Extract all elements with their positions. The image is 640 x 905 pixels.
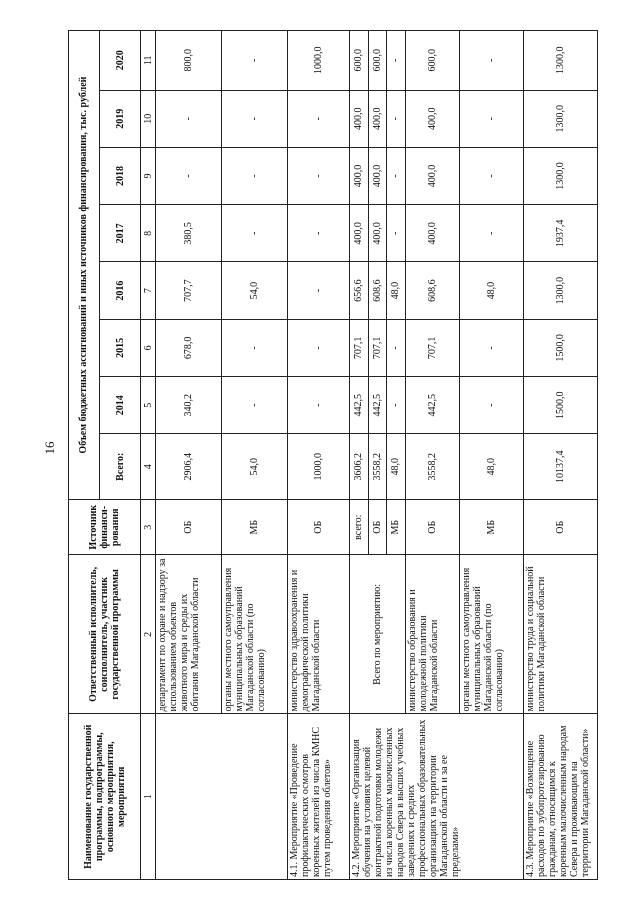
header-year: 2019 [99, 90, 140, 147]
value-cell: 1300,0 [523, 31, 597, 91]
source-cell: ОБ [368, 500, 387, 555]
col-number: 4 [141, 434, 155, 500]
source-cell: ОБ [405, 500, 459, 555]
col-number: 7 [141, 262, 155, 319]
value-cell: 48,0 [387, 262, 406, 319]
page-number: 16 [42, 441, 57, 455]
header-year: 2014 [99, 377, 140, 434]
value-cell: 54,0 [221, 434, 287, 500]
source-cell: МБ [387, 500, 406, 555]
value-cell: 10137,4 [523, 434, 597, 500]
value-cell: - [221, 319, 287, 376]
source-cell: всего: [350, 500, 369, 555]
executor-cell: органы местного самоуправления муниципальных образований Магаданской области (по согласованию) [459, 555, 523, 714]
header-source: Источник финанси-рования [69, 500, 141, 555]
value-cell: 707,1 [405, 319, 459, 376]
table-row [288, 31, 350, 880]
executor-cell: департамент по охране и надзору за использованием объектов животного мира и среды их обитания Магаданской области [155, 555, 221, 714]
value-cell: - [221, 31, 287, 91]
value-cell: 707,1 [368, 319, 387, 376]
source-cell: ОБ [288, 500, 350, 555]
value-cell: 48,0 [459, 262, 523, 319]
value-cell: 400,0 [350, 147, 369, 204]
activity-name [155, 714, 287, 880]
table-row [155, 31, 221, 880]
value-cell: 600,0 [350, 31, 369, 91]
col-number: 9 [141, 147, 155, 204]
value-cell: 3606,2 [350, 434, 369, 500]
value-cell: - [221, 377, 287, 434]
value-cell: 800,0 [155, 31, 221, 91]
value-cell: 48,0 [387, 434, 406, 500]
value-cell: 400,0 [368, 90, 387, 147]
value-cell: - [459, 319, 523, 376]
col-number: 8 [141, 205, 155, 262]
col-number: 10 [141, 90, 155, 147]
value-cell: 1000,0 [288, 434, 350, 500]
col-number: 1 [141, 714, 155, 880]
value-cell: 442,5 [368, 377, 387, 434]
value-cell: - [387, 319, 406, 376]
value-cell: - [459, 31, 523, 91]
value-cell: - [387, 377, 406, 434]
value-cell: 608,6 [368, 262, 387, 319]
value-cell: 442,5 [405, 377, 459, 434]
value-cell: 600,0 [368, 31, 387, 91]
value-cell: - [288, 147, 350, 204]
value-cell: - [221, 90, 287, 147]
header-total: Всего: [99, 434, 140, 500]
value-cell: 442,5 [350, 377, 369, 434]
table-container [68, 30, 598, 880]
value-cell: 400,0 [350, 205, 369, 262]
value-cell: - [155, 147, 221, 204]
value-cell: 1300,0 [523, 90, 597, 147]
activity-name: 4.3. Мероприятие «Возмещение расходов по зубопротезированию гражданам, относящимся к коренным малочисленным народам Севера и проживающим на территории Магаданской области» [523, 714, 597, 880]
value-cell: 600,0 [405, 31, 459, 91]
value-cell: 678,0 [155, 319, 221, 376]
value-cell: 400,0 [368, 147, 387, 204]
value-cell: 54,0 [221, 262, 287, 319]
executor-cell: Всего по мероприятию: [350, 555, 406, 714]
col-number: 2 [141, 555, 155, 714]
value-cell: - [288, 205, 350, 262]
value-cell: 380,5 [155, 205, 221, 262]
value-cell: - [387, 90, 406, 147]
value-cell: 400,0 [350, 90, 369, 147]
value-cell: - [288, 262, 350, 319]
value-cell: - [288, 90, 350, 147]
activity-name: 4.2. Мероприятие «Организация обучения на условиях целевой контрактной подготовки молодежи из числа коренных малочисленных народов Севера в высших учебных заведениях и средних профессиональных образовательных организациях на территории Магаданской области и за ее пределами» [350, 714, 524, 880]
value-cell: 707,1 [350, 319, 369, 376]
header-year: 2016 [99, 262, 140, 319]
column-number-row [141, 31, 155, 880]
value-cell: 400,0 [368, 205, 387, 262]
value-cell: - [459, 377, 523, 434]
col-number: 3 [141, 500, 155, 555]
header-funding: Объем бюджетных ассигнований и иных источников финансирования, тыс. рублей [69, 31, 100, 500]
source-cell: МБ [459, 500, 523, 555]
activity-name: 4.1. Мероприятие «Проведение профилактических осмотров коренных жителей из числа КМНС путем проведения облетов» [288, 714, 350, 880]
source-cell: ОБ [523, 500, 597, 555]
executor-cell: министерство труда и социальной политики Магаданской области [523, 555, 597, 714]
value-cell: 400,0 [405, 205, 459, 262]
value-cell: 1937,4 [523, 205, 597, 262]
table-row [350, 31, 369, 880]
value-cell: - [459, 147, 523, 204]
value-cell: 2906,4 [155, 434, 221, 500]
header-year: 2020 [99, 31, 140, 91]
table-row [523, 31, 597, 880]
source-cell: МБ [221, 500, 287, 555]
executor-cell: органы местного самоуправления муниципальных образований Магаданской области (по согласованию) [221, 555, 287, 714]
value-cell: 1500,0 [523, 319, 597, 376]
funding-table [68, 30, 598, 880]
value-cell: 340,2 [155, 377, 221, 434]
header-executor: Ответственный исполнитель, соисполнитель, участник государственной программы [69, 555, 141, 714]
value-cell: 656,6 [350, 262, 369, 319]
executor-cell: министерство здравоохранения и демографической политики Магаданской области [288, 555, 350, 714]
col-number: 6 [141, 319, 155, 376]
source-cell: ОБ [155, 500, 221, 555]
value-cell: - [221, 147, 287, 204]
value-cell: - [387, 205, 406, 262]
value-cell: 400,0 [405, 90, 459, 147]
value-cell: - [155, 90, 221, 147]
value-cell: - [288, 319, 350, 376]
value-cell: 1000,0 [288, 31, 350, 91]
value-cell: 707,7 [155, 262, 221, 319]
value-cell: - [387, 31, 406, 91]
value-cell: 1300,0 [523, 147, 597, 204]
value-cell: - [387, 147, 406, 204]
value-cell: 48,0 [459, 434, 523, 500]
header-year: 2015 [99, 319, 140, 376]
header-year: 2017 [99, 205, 140, 262]
rotated-page [68, 30, 598, 880]
executor-cell: министерство образования и молодежной политики Магаданской области [405, 555, 459, 714]
col-number: 11 [141, 31, 155, 91]
header-name: Наименование государственной программы, подпрограммы, основного мероприятия, мероприятия [69, 714, 141, 880]
value-cell: 1300,0 [523, 262, 597, 319]
value-cell: 1500,0 [523, 377, 597, 434]
col-number: 5 [141, 377, 155, 434]
value-cell: - [459, 90, 523, 147]
value-cell: 3558,2 [368, 434, 387, 500]
value-cell: 400,0 [405, 147, 459, 204]
value-cell: 608,6 [405, 262, 459, 319]
value-cell: - [288, 377, 350, 434]
header-year: 2018 [99, 147, 140, 204]
value-cell: 3558,2 [405, 434, 459, 500]
value-cell: - [221, 205, 287, 262]
value-cell: - [459, 205, 523, 262]
